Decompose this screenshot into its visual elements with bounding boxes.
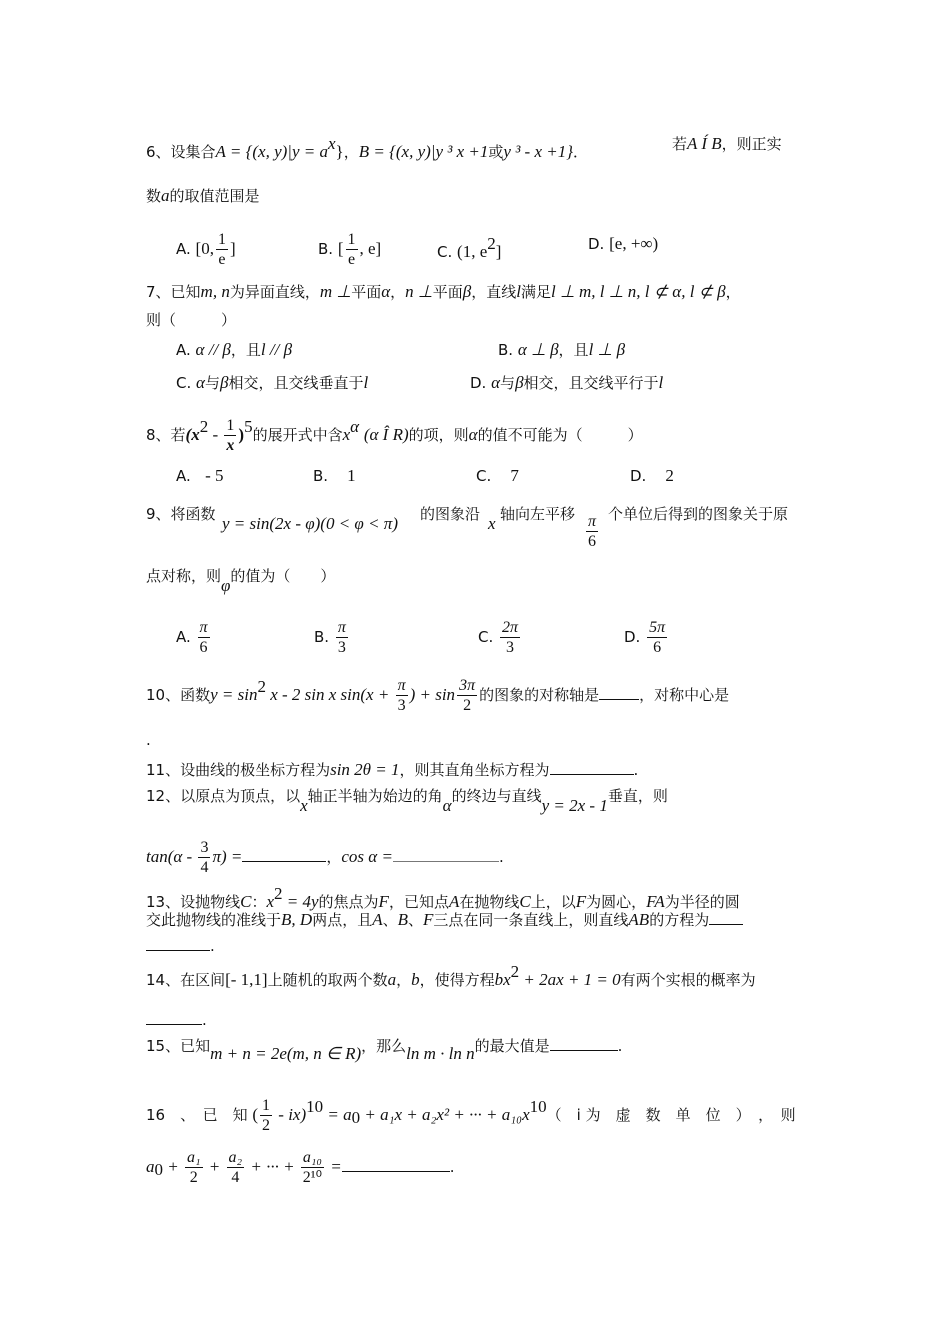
q6-line2-tail: 的取值范围是	[169, 187, 260, 205]
q7-option-c: C. α与β相交，且交线垂直于l	[176, 373, 369, 392]
q6-line2: 数	[146, 187, 162, 205]
question-6-line-2	[146, 186, 260, 206]
question-14-line-1: 14、在区间[- 1,1]上随机的取两个数a，b，使得方程$bx^2 + 2ax + 1 = 0$有两个实根的概率为	[146, 962, 756, 989]
q8-option-c: C. 7	[476, 466, 519, 485]
q9-option-c: C. $\frac{2\pi}{3}$	[478, 619, 519, 656]
question-11: 11、设曲线的极坐标方程为sin 2θ = 1，则其直角坐标方程为 .	[146, 760, 639, 779]
question-10: 10、函数$y = \sin^2 x - 2$ sin x sin(x + $\frac{\pi}{3}$ ) + sin $\frac{3\pi}{2}$ 的图象的对称轴是 ，对称中心是	[146, 677, 730, 714]
q13-blank-part1[interactable]	[709, 910, 743, 925]
q9-option-a: A. $\frac{\pi}{6}$	[176, 619, 208, 656]
q6-set-b: B = {(x, y)|y ³ x +1	[358, 142, 489, 161]
q14-blank[interactable]	[146, 1010, 202, 1025]
q7-option-d: D. α与β相交，且交线平行于l	[470, 373, 664, 392]
q8-option-d: D. 2	[630, 466, 674, 485]
q6-option-d: D. [e, +∞)	[588, 234, 659, 253]
question-13-line-3: .	[146, 936, 215, 956]
question-16-line-2: $a_0$ + $\frac{\text{a₁}}{2}$ + $\frac{\text{a₂}}{4}$ + ··· + $\frac{\text{a₁₀}}{\text{2¹⁰}}$ = .	[146, 1149, 455, 1186]
q6-dot: ．	[573, 143, 589, 161]
q12-blank-cos[interactable]	[393, 847, 499, 862]
q9-option-d: D. $\frac{5\pi}{6}$	[624, 619, 666, 656]
q9-shift-text: 轴向左平移	[500, 505, 576, 523]
q6-var-a: a	[161, 186, 170, 205]
question-9-line-2: 点对称，则φ的值为（ ）	[146, 567, 336, 595]
q9-shift-fraction: $\frac{\pi}{6}$	[588, 513, 597, 550]
q12-blank-tan[interactable]	[242, 847, 326, 862]
q6-tail: ，则正实	[721, 135, 782, 153]
q6-set-a: A = {(x, y)|y = a	[215, 142, 328, 161]
q9-option-b: B. $\frac{\pi}{3}$	[314, 619, 346, 656]
question-6-line-1-right	[672, 134, 782, 154]
question-12-line-2: tan(α - $\frac{3}{4}$ π) = ，cos α = .	[146, 839, 504, 876]
question-7-line-2: 则（ ）	[146, 311, 237, 329]
q6-option-c: C. (1, $e^2$]	[437, 234, 502, 261]
q6-option-b-fraction: $\frac{1}{e}$	[347, 231, 356, 268]
q7-option-b: B. α ⊥ β，且l ⊥ β	[498, 340, 626, 359]
q6-comma: ，	[343, 143, 359, 161]
q13-blank-part2[interactable]	[146, 936, 210, 951]
question-13-line-2: 交此抛物线的准线于B, D两点，且A、B、F三点在同一条直线上，则直线AB的方程为	[146, 910, 743, 930]
question-7-line-1: 7、已知m, n为异面直线，m ⊥平面α，n ⊥平面β，直线l满足l ⊥ m, l ⊥ n, l ⊄ α, l ⊄ β，	[146, 282, 741, 301]
question-6-line-1	[146, 134, 588, 162]
q6-set-a-exponent: x	[328, 134, 336, 153]
question-16-line-1: 16 、 已 知 ( $\frac{1}{2}$ - $ix)^{10} = a_0 + a_1x + a_2x^2$ + ··· + $a_{10}x^{10}$（ i 为 虚 数 单 位 ） ， 则	[146, 1097, 796, 1134]
q7-option-a: A. α // β，且l // β	[176, 340, 293, 359]
q9-x: x	[488, 514, 496, 533]
question-10-line-2: .	[146, 731, 151, 749]
q9-mid-text: 的图象沿	[420, 505, 481, 523]
q6-condition: A Í B	[687, 134, 722, 153]
question-12-line-1: 12、以原点为顶点，以x轴正半轴为始边的角α的终边与直线y = 2x - 1垂直，则	[146, 787, 668, 815]
q6-prefix: 6、设集合	[146, 143, 216, 161]
q9-tail: 个单位后得到的图象关于原	[608, 505, 789, 523]
q9-function: y = sin(2x - φ)(0 < φ < π)	[222, 514, 398, 533]
q11-blank[interactable]	[550, 760, 634, 775]
q8-fraction: $\frac{1}{x}$	[226, 417, 235, 454]
q8-option-b: B. 1	[313, 466, 356, 485]
q10-blank-axis[interactable]	[599, 685, 639, 700]
question-13-line-1: 13、设抛物线C：$x^2 = 4y$的焦点为F，已知点A在抛物线C上，以F为圆心，FA为半径的圆	[146, 884, 740, 911]
q6-or: 或	[488, 143, 504, 161]
q6-set-b-2: y ³ - x +1}	[503, 142, 574, 161]
q16-blank[interactable]	[342, 1157, 450, 1172]
q6-if: 若	[672, 135, 688, 153]
q15-blank[interactable]	[550, 1036, 618, 1051]
q6-set-a-end: }	[335, 142, 344, 161]
q8-option-a: A. - 5	[176, 466, 224, 485]
q6-option-a: A. [0, $\frac{1}{e}$ ]	[176, 231, 236, 268]
question-8: 8、若($x^2$ - $\frac{1}{x}$ )$^5$的展开式中含$x^\alpha$ (α Î R)的项，则α的值不可能为（ ）	[146, 417, 643, 454]
question-15: 15、已知m + n = 2e(m, n ∈ R)，那么ln m · ln n的最大值是 .	[146, 1037, 623, 1063]
q6-option-a-fraction: $\frac{1}{e}$	[217, 231, 226, 268]
question-14-line-2: .	[146, 1010, 207, 1030]
q6-option-b: B. [ $\frac{1}{e}$ , e]	[318, 231, 382, 268]
question-9-line-1: 9、将函数	[146, 505, 216, 523]
